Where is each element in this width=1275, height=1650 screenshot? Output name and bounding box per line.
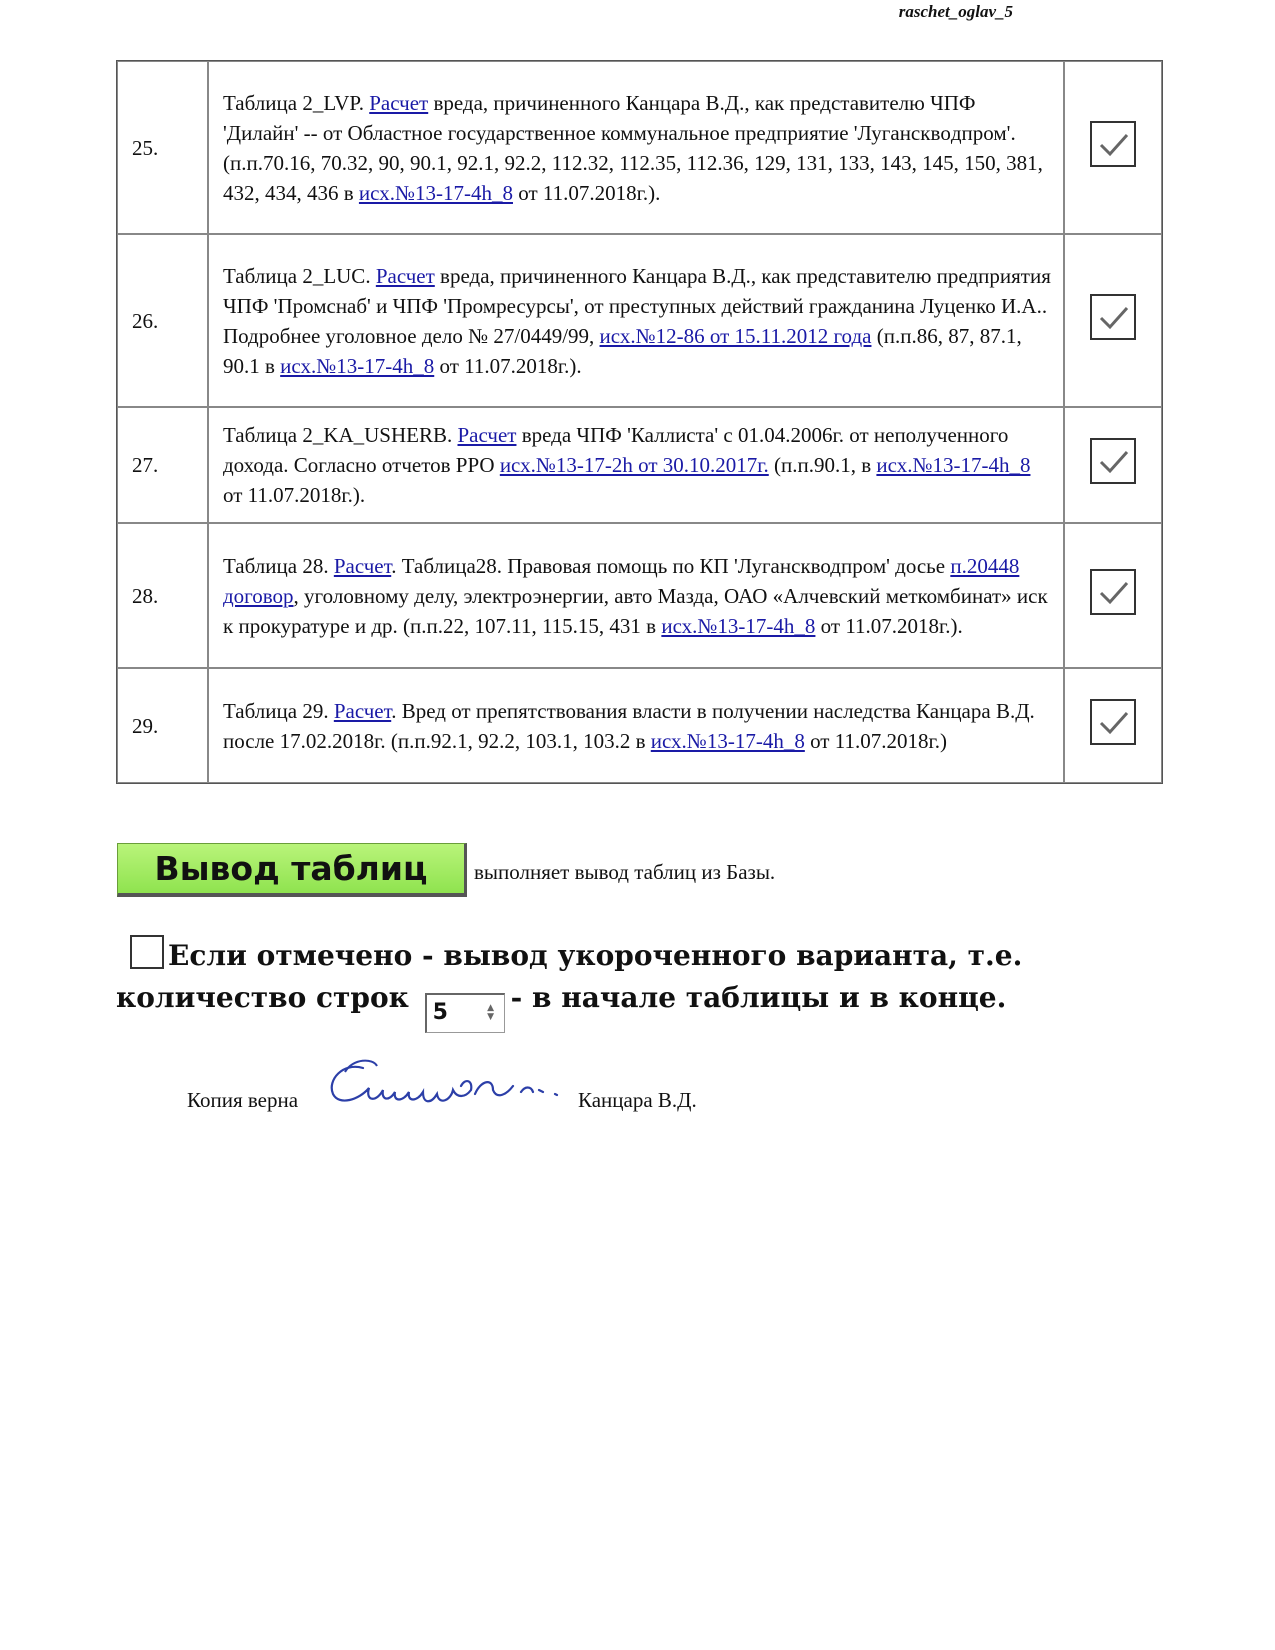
- table-row: [117, 234, 1162, 407]
- row-number: 25.: [117, 61, 208, 234]
- document-link[interactable]: исх.№12-86 от 15.11.2012 года: [599, 323, 872, 348]
- row-text: Таблица 2_LVP.: [223, 90, 370, 115]
- raschet-link[interactable]: Расчет: [457, 423, 517, 447]
- table-row: [117, 61, 1162, 234]
- row-text: Таблица 29.: [223, 698, 334, 723]
- row-text: от 11.07.2018г.).: [434, 353, 582, 378]
- row-number: 28.: [117, 523, 208, 668]
- checkmark-icon: [1096, 444, 1132, 480]
- rows-count-value: 5: [432, 1000, 448, 1025]
- row-text: (п.п.90.1, в: [768, 453, 877, 477]
- tables-list: [116, 60, 1163, 784]
- row-select-cell: [1064, 523, 1162, 668]
- document-link[interactable]: исх.№13-17-4h_8: [650, 728, 805, 753]
- row-checkbox[interactable]: [1090, 699, 1136, 745]
- signer-name: Канцара В.Д.: [578, 1088, 697, 1112]
- checkmark-icon: [1096, 705, 1132, 741]
- copy-certified-label: Копия верна: [187, 1088, 299, 1112]
- row-number: 27.: [117, 407, 208, 523]
- row-select-cell: [1064, 407, 1162, 523]
- row-text: Таблица 2_KA_USHERB.: [223, 423, 458, 447]
- row-description: [208, 523, 1064, 668]
- document-link[interactable]: исх.№13-17-4h_8: [280, 353, 435, 378]
- row-text: от 11.07.2018г.).: [223, 483, 366, 507]
- document-link[interactable]: исх.№13-17-4h_8: [661, 613, 816, 638]
- page-id: raschet_oglav_5: [898, 2, 1013, 21]
- table-row: [117, 523, 1162, 668]
- row-description: [208, 668, 1064, 783]
- row-checkbox[interactable]: [1090, 569, 1136, 615]
- row-number: 29.: [117, 668, 208, 783]
- row-select-cell: [1064, 234, 1162, 407]
- row-description: [208, 234, 1064, 407]
- row-checkbox[interactable]: [1090, 294, 1136, 340]
- row-checkbox[interactable]: [1090, 438, 1136, 484]
- table-row: [117, 668, 1162, 783]
- spinner-arrows-icon[interactable]: ▲ ▼: [487, 1003, 495, 1022]
- option-text-after: - в начале таблицы и в конце.: [510, 981, 1007, 1014]
- row-text: Таблица 2_LUC.: [223, 263, 376, 288]
- row-checkbox[interactable]: [1090, 121, 1136, 167]
- row-text: вреда, причиненного Канцара В.Д., как представителю ЧПФ 'Дилайн' -- от Областное государственное коммунальное предприятие 'Лугансквoдпром'. (п.п.70.16, 70.32, 90, 90.1, 92.1, 92.2, 112.32, 112.35, 112.36, 129, 131, 133, 143, 145, 150, 381, 432, 434, 436 в: [223, 90, 1043, 205]
- signature-icon: [325, 1050, 570, 1120]
- row-text: . Таблица28. Правовая помощь по КП 'Луганскводпром' досье: [391, 553, 951, 578]
- row-text: от 11.07.2018г.).: [815, 613, 963, 638]
- row-text: от 11.07.2018г.).: [512, 180, 661, 205]
- output-tables-button[interactable]: Вывод таблиц: [117, 843, 467, 897]
- document-link[interactable]: исх.№13-17-4h_8: [358, 180, 513, 205]
- row-number: 26.: [117, 234, 208, 407]
- option-text-before: Если отмечено - вывод укороченного варианта, т.е. количество строк: [116, 939, 1023, 1014]
- row-text: от 11.07.2018г.): [804, 728, 947, 753]
- raschet-link[interactable]: Расчет: [375, 263, 435, 288]
- row-text: , уголовному делу, электроэнергии, авто Мазда, ОАО «Алчевский меткомбинат» иск к прокуратуре и др. (п.п.22, 107.11, 115.15, 431 в: [223, 583, 1048, 638]
- raschet-link[interactable]: Расчет: [333, 553, 392, 578]
- row-description: [208, 61, 1064, 234]
- raschet-link[interactable]: Расчет: [369, 90, 429, 115]
- row-description: [208, 407, 1064, 523]
- row-text: (п.п.86, 87, 87.1, 90.1 в: [223, 323, 1022, 378]
- row-text: вреда, причиненного Канцара В.Д., как представителю предприятия ЧПФ 'Промснаб' и ЧПФ 'Промресурсы', от преступных действий гражданина Луценко И.А.. Подробнее уголовное дело № 27/0449/99,: [223, 263, 1051, 348]
- rows-count-spinner[interactable]: [425, 993, 505, 1033]
- row-select-cell: [1064, 668, 1162, 783]
- row-select-cell: [1064, 61, 1162, 234]
- row-text: вреда ЧПФ 'Каллиста' с 01.04.2006г. от неполученного дохода. Согласно отчетов РРО: [223, 423, 1009, 477]
- button-description: выполняет вывод таблиц из Базы.: [474, 860, 776, 884]
- checkmark-icon: [1096, 300, 1132, 336]
- document-link[interactable]: исх.№13-17-2h от 30.10.2017г.: [499, 453, 769, 477]
- checkmark-icon: [1096, 575, 1132, 611]
- short-output-option: [116, 935, 1166, 1033]
- row-text: Таблица 28.: [223, 553, 334, 578]
- checkmark-icon: [1096, 127, 1132, 163]
- contract-link[interactable]: п.20448 договор: [223, 553, 1020, 608]
- short-output-checkbox[interactable]: [130, 935, 164, 969]
- document-link[interactable]: исх.№13-17-4h_8: [876, 453, 1031, 477]
- table-row: [117, 407, 1162, 523]
- row-text: . Вред от препятствования власти в получении наследства Канцара В.Д. после 17.02.2018г. (п.п.92.1, 92.2, 103.1, 103.2 в: [223, 698, 1035, 753]
- raschet-link[interactable]: Расчет: [333, 698, 392, 723]
